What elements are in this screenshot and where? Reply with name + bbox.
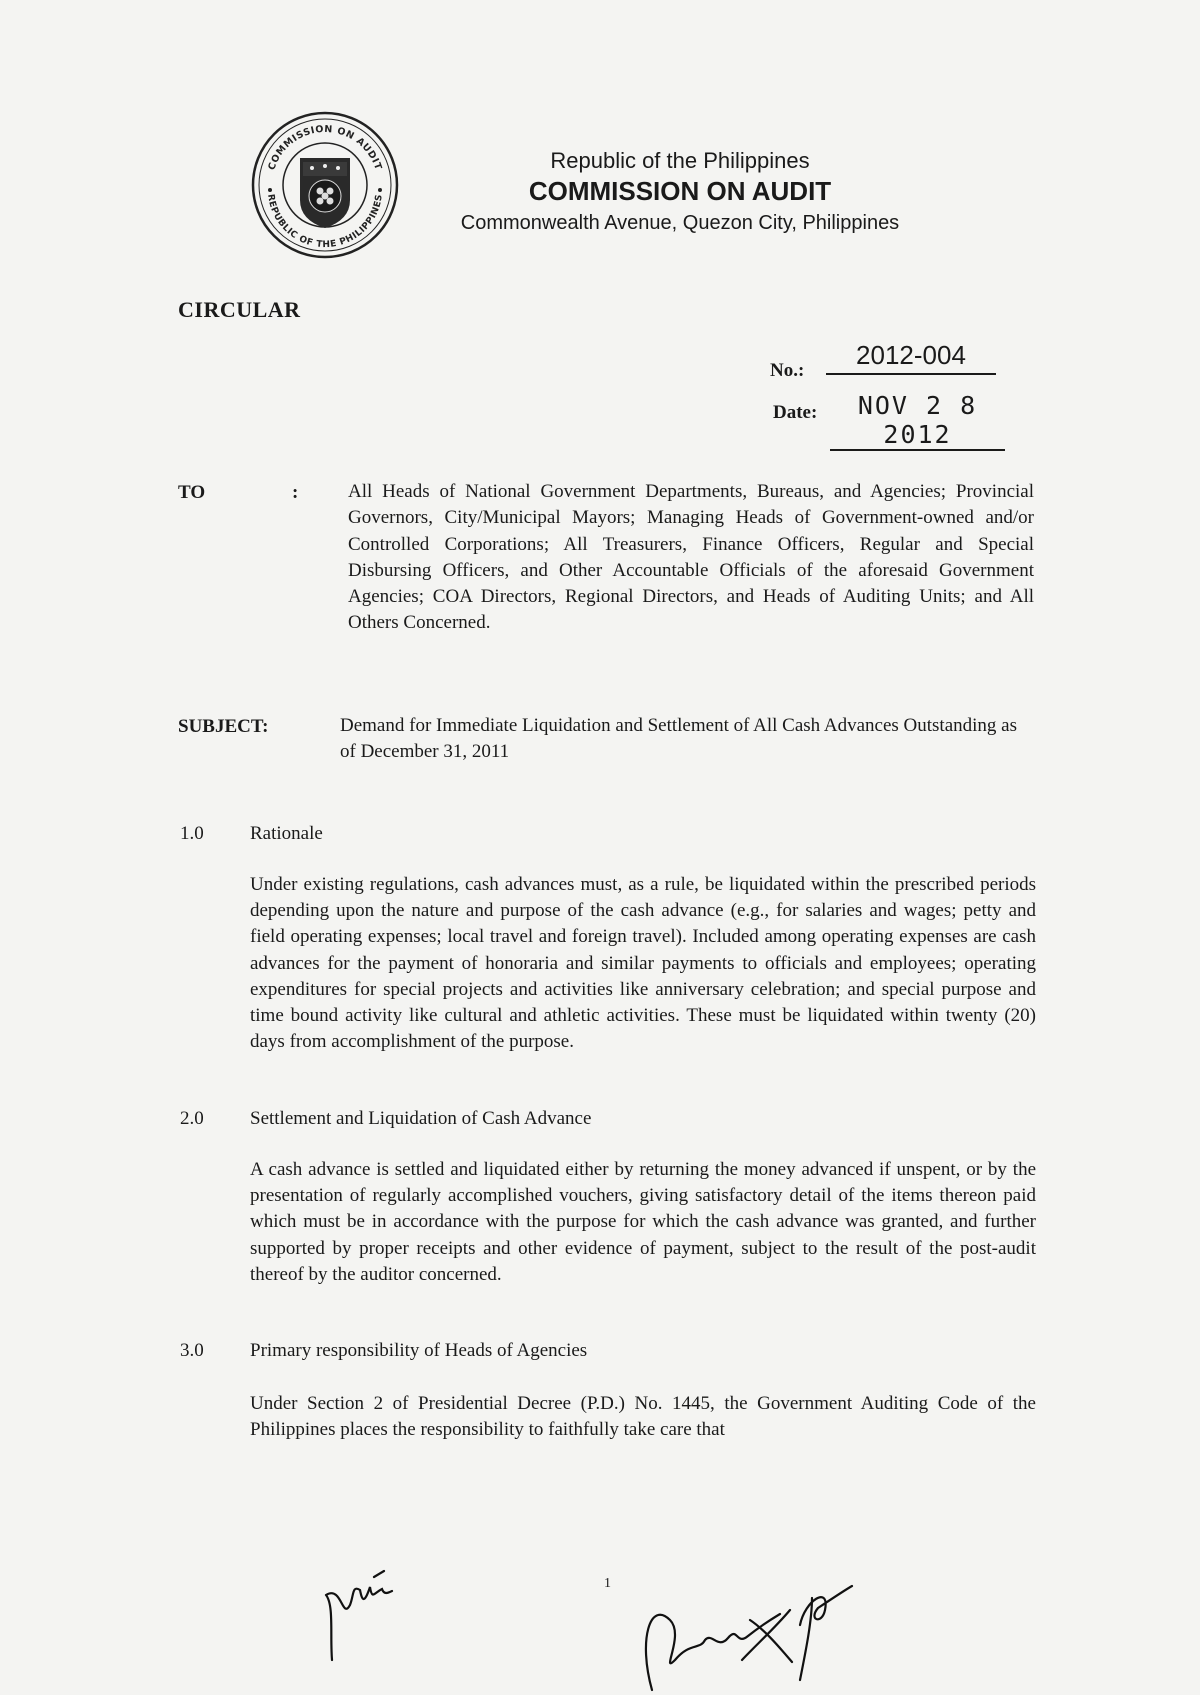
section-3-body: Under Section 2 of Presidential Decree (P.D.) No. 1445, the Government Auditing Code of the Philippines places the responsibility to faithfully take care that bbox=[250, 1393, 1036, 1441]
section-2-title: Settlement and Liquidation of Cash Advance bbox=[250, 1108, 592, 1129]
section-3-number: 3.0 bbox=[180, 1340, 204, 1361]
coa-seal bbox=[250, 110, 400, 260]
to-label: TO bbox=[178, 482, 206, 503]
section-3-title: Primary responsibility of Heads of Agencies bbox=[250, 1340, 588, 1361]
to-colon: : bbox=[292, 482, 299, 503]
section-2-body: A cash advance is settled and liquidated either by returning the money advanced if unspent, or by the presentation of regularly accomplished vouchers, giving satisfactory detail of the items thereon paid which must be in accordance with the purpose for which the cash advance was granted, and further supported by proper receipts and other evidence of payment, subject to the result of the post-audit thereof by the auditor concerned. bbox=[250, 1159, 1036, 1285]
section-1-title: Rationale bbox=[250, 823, 323, 844]
date-stamp: NOV 2 8 2012 bbox=[830, 391, 1005, 451]
subject-text: Demand for Immediate Liquidation and Settlement of All Cash Advances Outstanding as of December 31, 2011 bbox=[340, 715, 1017, 762]
handwritten-signature-right bbox=[630, 1580, 860, 1695]
initials-signature-left bbox=[312, 1565, 422, 1665]
section-1-body: Under existing regulations, cash advances must, as a rule, be liquidated within the prescribed periods depending upon the nature and purpose of the cash advance (e.g., for salaries and wages; petty and field operating expenses; local travel and foreign travel). Included among operating expenses are cash advances for the payment of honoraria and similar payments to officials and employees; operating expenditures for special projects and activities like anniversary celebration; and special purpose and time bound activity like cultural and athletic activities. These must be liquidated within twenty (20) days from accomplishment of the purpose. bbox=[250, 874, 1036, 1053]
letterhead-republic: Republic of the Philippines bbox=[550, 148, 810, 173]
section-1-number: 1.0 bbox=[180, 823, 204, 844]
svg-text:COMMISSION ON AUDIT: COMMISSION ON AUDIT bbox=[266, 123, 384, 172]
letterhead-address: Commonwealth Avenue, Quezon City, Philippines bbox=[460, 212, 900, 234]
section-2-number: 2.0 bbox=[180, 1108, 204, 1129]
date-label: Date: bbox=[773, 402, 818, 423]
circular-number: 2012-004 bbox=[826, 340, 996, 375]
svg-text:REPUBLIC OF THE PHILIPPINES: REPUBLIC OF THE PHILIPPINES bbox=[265, 193, 385, 251]
circular-number-label: No.: bbox=[770, 360, 805, 381]
letterhead-agency: COMMISSION ON AUDIT bbox=[528, 176, 832, 206]
document-type: CIRCULAR bbox=[178, 297, 301, 322]
page-number: 1 bbox=[604, 1576, 611, 1591]
subject-label: SUBJECT: bbox=[178, 716, 269, 737]
to-recipients: All Heads of National Government Departments, Bureaus, and Agencies; Provincial Governors, City/Municipal Mayors; Managing Heads of Government-owned and/or Controlled Corporations; All Treasurers, Finance Officers, Regular and Special Disbursing Officers, and Other Accountable Officials of the aforesaid Government Agencies; COA Directors, Regional Directors, and Heads of Auditing Units; and All Others Concerned. bbox=[348, 481, 1034, 634]
